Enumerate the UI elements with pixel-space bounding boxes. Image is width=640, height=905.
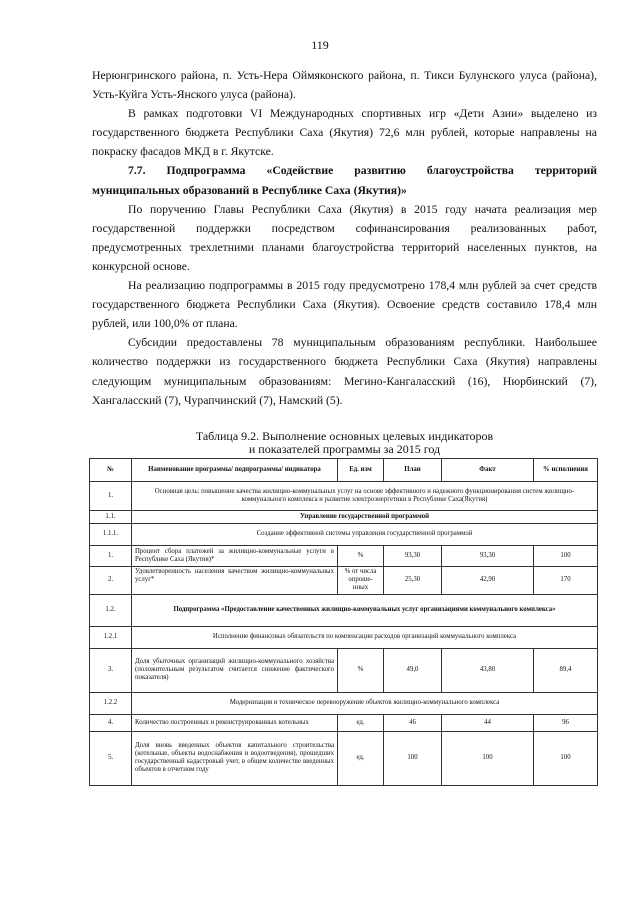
- paragraph: По поручению Главы Республики Саха (Якутия) в 2015 году начата реализация мер государственной поддержки посредством софинансирования реализованных работ, предусмотренных трехлетними планами благоустройства территорий населенных пунктов, на конкурсной основе.: [92, 202, 597, 273]
- fact-cell: 93,30: [442, 546, 534, 567]
- indicator-name: Доля вновь введенных объектов капитального строительства (котельные, объекты водоснабжения и водоотведения), прошедших государственный кадастровый учет, в общем количестве введенных объектов в отчетном году: [132, 731, 338, 785]
- unit-cell: ед.: [338, 714, 384, 731]
- percent-cell: 170: [534, 567, 598, 595]
- table-row: [90, 567, 598, 595]
- plan-cell: 46: [384, 714, 442, 731]
- header-cell: №: [90, 459, 132, 482]
- unit-cell: ед.: [338, 731, 384, 785]
- fact-cell: 44: [442, 714, 534, 731]
- table-row: [90, 692, 598, 714]
- table-caption-line: и показателей программы за 2015 год: [248, 442, 441, 456]
- plan-cell: 49,0: [384, 648, 442, 692]
- page-number: 119: [311, 38, 329, 52]
- paragraph: Нерюнгринского района, п. Усть-Нера Оймяконского района, п. Тикси Булунского улуса (района), Усть-Куйга Усть-Янского улуса (района).: [92, 69, 597, 102]
- table-row: [90, 594, 598, 626]
- task-title: Создание эффективной системы управления государственной программой: [132, 524, 598, 546]
- plan-cell: 100: [384, 731, 442, 785]
- row-number: 4.: [90, 714, 132, 731]
- plan-cell: 25,30: [384, 567, 442, 595]
- row-number: 1.2.1: [90, 626, 132, 648]
- indicators-table: [89, 458, 598, 786]
- header-cell: Ед. изм: [338, 459, 384, 482]
- table-caption: [92, 430, 597, 456]
- section-heading: 7.7. Подпрограмма «Содействие развитию благоустройства территорий муниципальных образований в Республике Саха (Якутия)»: [92, 164, 597, 197]
- row-number: 1.2.: [90, 594, 132, 626]
- plan-cell: 93,30: [384, 546, 442, 567]
- table-row: [90, 546, 598, 567]
- header-cell: Наименование программы/ подпрограммы/ индикатора: [132, 459, 338, 482]
- table-row: [90, 714, 598, 731]
- paragraph: На реализацию подпрограммы в 2015 году предусмотрено 178,4 млн рублей за счет средств государственного бюджета Республики Саха (Якутия). Освоение средств составило 178,4 млн рублей, или 100,0% от плана.: [92, 279, 597, 331]
- table-caption-line: Таблица 9.2. Выполнение основных целевых индикаторов: [195, 429, 494, 443]
- percent-cell: 100: [534, 546, 598, 567]
- table-header-row: [90, 459, 598, 482]
- unit-cell: %: [338, 648, 384, 692]
- fact-cell: 43,80: [442, 648, 534, 692]
- percent-cell: 100: [534, 731, 598, 785]
- unit-cell: % от числа опроше-нных: [338, 567, 384, 595]
- body-text: [92, 66, 597, 410]
- section-title: Управление государственной программой: [132, 511, 598, 524]
- indicator-name: Процент сбора платежей за жилищно-коммунальные услуги в Республике Саха (Якутия)*: [132, 546, 338, 567]
- subprogram-title: Подпрограмма «Предоставление качественных жилищно-коммунальных услуг организациями коммунального комплекса»: [132, 594, 598, 626]
- indicator-name: Количество построенных и реконструированных котельных: [132, 714, 338, 731]
- header-cell: % исполнения: [534, 459, 598, 482]
- paragraph: Субсидии предоставлены 78 муниципальным образованиям республики. Наибольшее количество поддержки из государственного бюджета Республики Саха (Якутия) направлены следующим муниципальным образованиям: Мегино-Кангаласский (16), Нюрбинский (7), Хангаласский (7), Чурапчинский (7), Намский (5).: [92, 336, 597, 407]
- table-row: [90, 511, 598, 524]
- percent-cell: 96: [534, 714, 598, 731]
- unit-cell: %: [338, 546, 384, 567]
- table-row: [90, 482, 598, 511]
- task-title: Исполнение финансовых обязательств по компенсации расходов организаций коммунального комплекса: [132, 626, 598, 648]
- fact-cell: 42,90: [442, 567, 534, 595]
- goal-text: Основная цель: повышение качества жилищно-коммунальных услуг на основе эффективного и надежного функционирования систем жилищно-коммунального комплекса и развитие электроэнергетики в Республике Саха(Якутия): [132, 482, 598, 511]
- table-row: [90, 626, 598, 648]
- fact-cell: 100: [442, 731, 534, 785]
- row-number: 1.1.: [90, 511, 132, 524]
- table-row: [90, 524, 598, 546]
- row-number: 2.: [90, 567, 132, 595]
- row-number: 3.: [90, 648, 132, 692]
- row-number: 1.1.1.: [90, 524, 132, 546]
- header-cell: Факт: [442, 459, 534, 482]
- row-number: 1.2.2: [90, 692, 132, 714]
- indicator-name: Удовлетворенность населения качеством жилищно-коммунальных услуг*: [132, 567, 338, 595]
- header-cell: План: [384, 459, 442, 482]
- row-number: 1.: [90, 546, 132, 567]
- row-number: 1.: [90, 482, 132, 511]
- table-row: [90, 648, 598, 692]
- percent-cell: 89,4: [534, 648, 598, 692]
- table-row: [90, 731, 598, 785]
- indicator-name: Доля убыточных организаций жилищно-коммунального хозяйства (положительным результатом считается снижение фактического показателя): [132, 648, 338, 692]
- row-number: 5.: [90, 731, 132, 785]
- task-title: Модернизация и техническое перевооружение объектов жилищно-коммунального комплекса: [132, 692, 598, 714]
- paragraph: В рамках подготовки VI Международных спортивных игр «Дети Азии» выделено из государственного бюджета Республики Саха (Якутия) 72,6 млн рублей, которые направлены на покраску фасадов МКД в г. Якутске.: [92, 107, 597, 159]
